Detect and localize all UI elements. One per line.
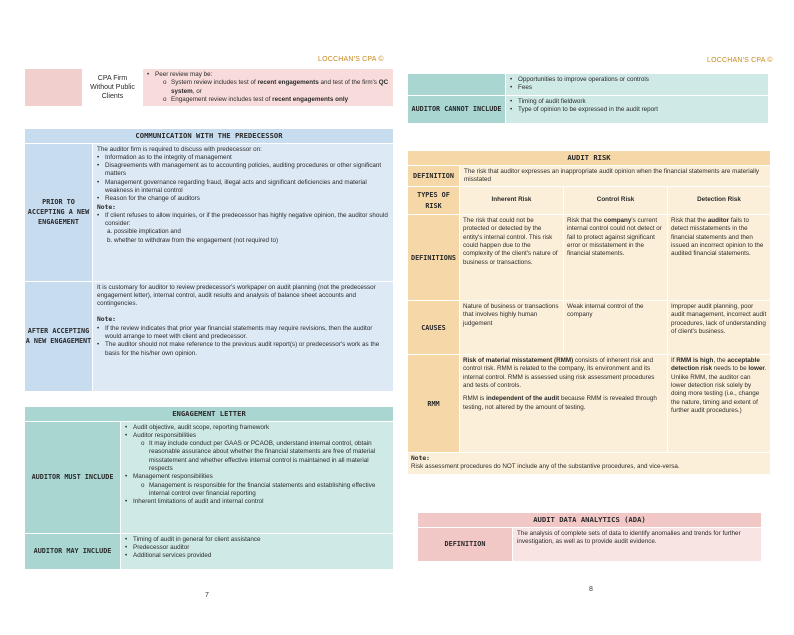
prior-list xyxy=(97,154,389,204)
system-review-item: o System review includes test of recent engagements and test of the firm's QC system, or xyxy=(163,79,389,96)
control-cause: Weak internal control of the company xyxy=(564,301,668,355)
list-item: • Opportunities to improve operations or controls xyxy=(510,76,764,84)
list-item: • Predecessor auditor xyxy=(125,544,389,552)
predecessor-title: COMMUNICATION WITH THE PREDECESSOR xyxy=(25,129,394,144)
ada-definition-text: The analysis of complete sets of data to identify anomalies and trends for further investigation, as well as to provide audit evidence. xyxy=(513,527,762,561)
after-list xyxy=(97,325,389,358)
page-number: 8 xyxy=(589,586,593,593)
cannot-include-table xyxy=(407,73,769,124)
prior-note-a: a. possible implication and xyxy=(107,228,181,236)
top-label-spacer xyxy=(408,74,506,96)
control-risk-header: Control Risk xyxy=(564,187,668,215)
page-number: 7 xyxy=(205,592,209,599)
list-item: • Type of opinion to be expressed in the audit report xyxy=(510,106,764,114)
must-include-content xyxy=(121,421,394,533)
predecessor-table xyxy=(24,128,394,392)
engagement-title: ENGAGEMENT LETTER xyxy=(25,407,394,422)
cpa-firm-content xyxy=(143,69,394,107)
definition-label: DEFINITION xyxy=(408,165,460,187)
cannot-include-label: AUDITOR CANNOT INCLUDE xyxy=(408,95,506,123)
detection-risk-header: Detection Risk xyxy=(668,187,771,215)
inherent-definition: The risk that could not be protected or detected by the entity's internal control. This risk could happen due to the complexity of the client's nature of business or transactions. xyxy=(460,215,564,301)
must-include-label: AUDITOR MUST INCLUDE xyxy=(25,421,121,533)
rmm-detection: If RMM is high, the acceptable detection risk needs to be lower. Unlike RMM, the auditor can lower detection risk solely by doing more testing (i.e., change the nature, timing and extent of further audit procedures.) xyxy=(668,355,771,453)
list-item: o Management is responsible for the financial statements and establishing effective internal control over financial reporting xyxy=(141,482,389,499)
prior-label: PRIOR TO ACCEPTING A NEW ENGAGEMENT xyxy=(25,143,93,281)
may-include-content xyxy=(121,533,394,569)
top-bullets xyxy=(506,74,769,96)
rmm-label: RMM xyxy=(408,355,460,453)
types-label: TYPES OF RISK xyxy=(408,187,460,215)
list-item: • Inherent limitations of audit and internal control xyxy=(125,498,389,506)
prior-note-label: Note: xyxy=(97,203,116,211)
prior-note-bullet: • If client refuses to allow inquiries, or if the predecessor has highly negative opinion, the auditor should consider: xyxy=(97,212,389,229)
list-item: • Audit objective, audit scope, reporting framework xyxy=(125,424,389,432)
cannot-include-content xyxy=(506,95,769,123)
peer-review-bullet: • Peer review may be: o System review includes test of recent engagements and test of the firm's QC system, or o Engagement review includes test of recent engagements only xyxy=(147,71,389,104)
cpa-firm-label: CPA Firm Without Public Clients xyxy=(83,69,143,107)
list-item: • Auditor responsibilities o It may include conduct per GAAS or PCAOB, understand internal control, obtain reasonable assurance about whether the financial statements are free of material misstatement and whether effective internal control is maintained in all material respects xyxy=(125,432,389,473)
after-content xyxy=(93,281,394,391)
engagement-review-item: o Engagement review includes test of recent engagements only xyxy=(163,96,389,104)
list-item: o It may include conduct per GAAS or PCAOB, understand internal control, obtain reasonable assurance about whether the financial statements are free of material misstatement and whether effective internal control is maintained in all material respects xyxy=(141,440,389,473)
rmm-paragraph-2: RMM is independent of the audit because RMM is revealed through testing, not altered by the amount of testing. xyxy=(463,395,657,411)
after-note-label: Note: xyxy=(97,316,116,324)
inherent-cause: Nature of business or transactions that involves highly human judgement xyxy=(460,301,564,355)
rmm-paragraph-1: Risk of material misstatement (RMM) consists of inherent risk and control risk. RMM is related to the company, its environment and its internal control. RMM is assessed using risk assessment procedures and tests of controls. xyxy=(463,357,655,389)
list-item: • Management governance regarding fraud, illegal acts and significant deficiencies and material weakness in internal control xyxy=(97,179,389,196)
brand-watermark: LOCCHAN'S CPA © xyxy=(707,57,773,64)
definition-text: The risk that auditor expresses an inappropriate audit opinion when the financial statements are materially misstated xyxy=(460,165,771,187)
audit-risk-title: AUDIT RISK xyxy=(408,151,771,166)
may-include-label: AUDITOR MAY INCLUDE xyxy=(25,533,121,569)
list-item: • Timing of audit in general for client assistance xyxy=(125,536,389,544)
after-intro: It is customary for auditor to review predecessor's workpaper on audit planning (not the predecessor engagement letter), internal control, audit results and analysis of balance sheet accounts and contingencies. xyxy=(97,283,376,308)
ada-title: AUDIT DATA ANALYTICS (ADA) xyxy=(418,513,762,528)
list-item: • Timing of audit fieldwork xyxy=(510,98,764,106)
cpa-firm-table xyxy=(24,68,394,107)
list-item: • Information as to the integrity of management xyxy=(97,154,389,162)
definitions-label: DEFINITIONS xyxy=(408,215,460,301)
audit-risk-table xyxy=(407,150,771,475)
brand-watermark: LOCCHAN'S CPA © xyxy=(318,56,384,63)
ada-table xyxy=(417,512,762,562)
note-text: Risk assessment procedures do NOT include any of the substantive procedures, and vice-versa. xyxy=(411,463,680,471)
right-page xyxy=(397,0,794,635)
cpa-firm-spacer xyxy=(25,69,83,107)
list-item: • Additional services provided xyxy=(125,552,389,560)
control-definition: Risk that the company's current internal control could not detect or fail to protect against significant error or misstatement in the financial statements. xyxy=(564,215,668,301)
inherent-risk-header: Inherent Risk xyxy=(460,187,564,215)
prior-note-b: b. whether to withdraw from the engagement (not required to) xyxy=(107,236,279,244)
prior-intro: The auditor firm is required to discuss with predecessor on: xyxy=(97,145,262,153)
prior-content xyxy=(93,143,394,281)
note-label: Note: xyxy=(411,455,430,463)
list-item: • The auditor should not make reference to the previous audit report(s) or predecessor's work as the basis for the his/her own opinion. xyxy=(97,341,389,358)
audit-risk-note xyxy=(408,453,771,475)
detection-definition: Risk that the auditor fails to detect misstatements in the financial statements and then issued an incorrect opinion to the audited financial statements. xyxy=(668,215,771,301)
list-item: • Disagreements with management as to accounting policies, auditing procedures or other significant matters xyxy=(97,162,389,179)
rmm-content xyxy=(460,355,668,453)
list-item: • If the review indicates that prior year financial statements may require revisions, then the auditor would arrange to meet with client and predecessor. xyxy=(97,325,389,342)
detection-cause: Improper audit planning, poor audit management, incorrect audit procedures, lack of understanding of client's business. xyxy=(668,301,771,355)
list-item: • Fees xyxy=(510,84,764,92)
list-item: • Reason for the change of auditors xyxy=(97,195,389,203)
after-label: AFTER ACCEPTING A NEW ENGAGEMENT xyxy=(25,281,93,391)
list-item: • Management responsibilities o Management is responsible for the financial statements and establishing effective internal control over financial reporting xyxy=(125,473,389,498)
ada-definition-label: DEFINITION xyxy=(418,527,513,561)
engagement-table xyxy=(24,406,394,570)
causes-label: CAUSES xyxy=(408,301,460,355)
